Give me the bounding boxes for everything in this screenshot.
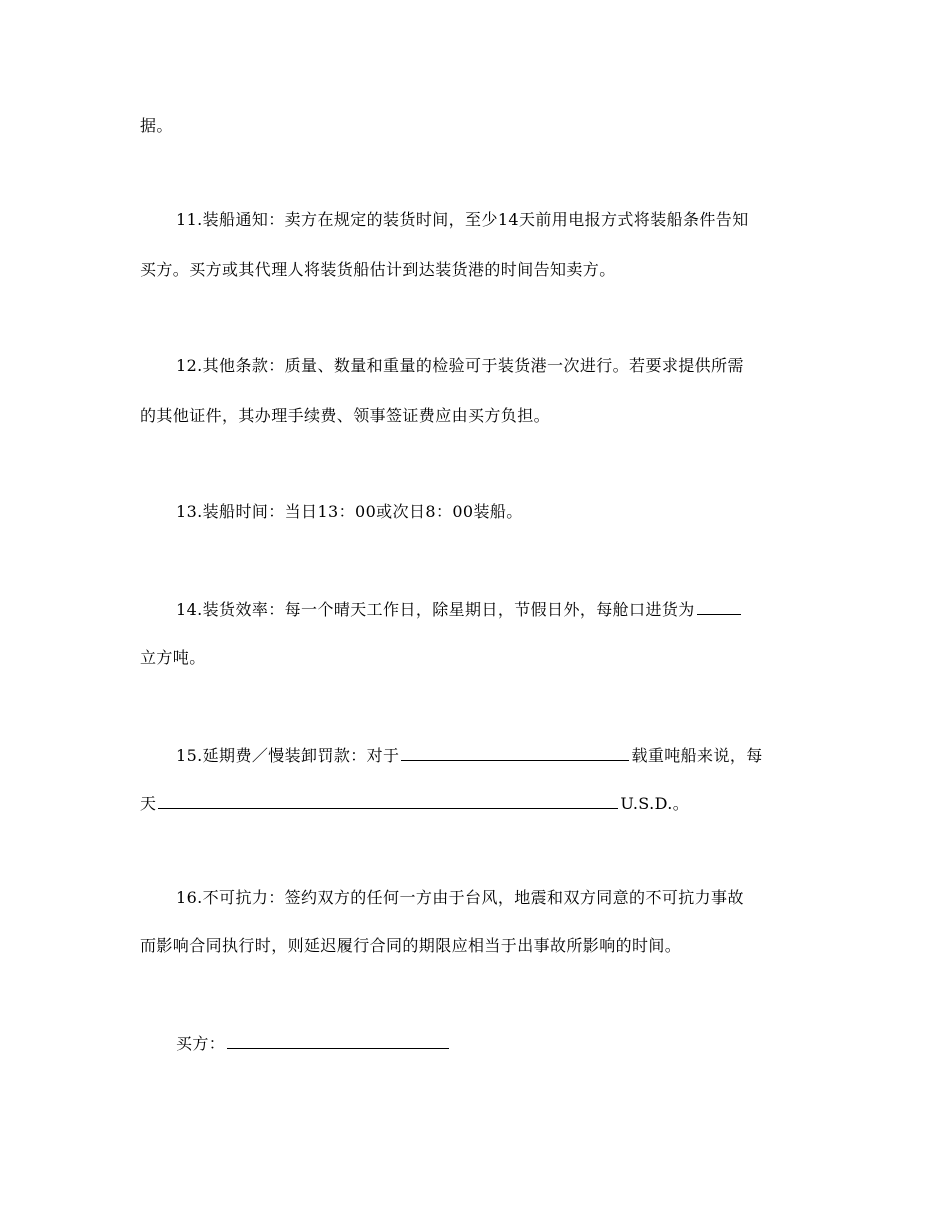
- clause-11-line-1: 11.装船通知：卖方在规定的装货时间，至少14天前用电报方式将装船条件告知: [176, 210, 749, 229]
- clause-11-line-2: 买方。买方或其代理人将装货船估计到达装货港的时间告知卖方。: [140, 260, 616, 279]
- clause-16-line-1: 16.不可抗力：签约双方的任何一方由于台风，地震和双方同意的不可抗力事故: [176, 888, 744, 907]
- buyer-signature-line: 买方：: [176, 1032, 816, 1054]
- buyer-blank-field[interactable]: [227, 1032, 449, 1049]
- blank-field[interactable]: [401, 744, 629, 761]
- clause-12-line-1: 12.其他条款：质量、数量和重量的检验可于装货港一次进行。若要求提供所需: [176, 356, 744, 375]
- clause-15-line-2: 天 U.S.D.。: [140, 794, 690, 813]
- blank-field[interactable]: [158, 792, 618, 809]
- clause-13-line-1: 13.装船时间：当日13：00或次日8：00装船。: [176, 502, 523, 521]
- paragraph-continuation: 据。: [140, 116, 173, 135]
- clause-14-line-2: 立方吨。: [140, 648, 206, 667]
- clause-16-line-2: 而影响合同执行时，则延迟履行合同的期限应相当于出事故所影响的时间。: [140, 936, 682, 955]
- blank-field[interactable]: [697, 598, 741, 615]
- clause-14-line-1: 14.装货效率：每一个晴天工作日，除星期日，节假日外，每舱口进货为: [176, 598, 816, 620]
- clause-15-line-1: 15.延期费／慢装卸罚款：对于 载重吨船来说，每: [176, 746, 763, 765]
- clause-12-line-2: 的其他证件，其办理手续费、领事签证费应由买方负担。: [140, 406, 551, 425]
